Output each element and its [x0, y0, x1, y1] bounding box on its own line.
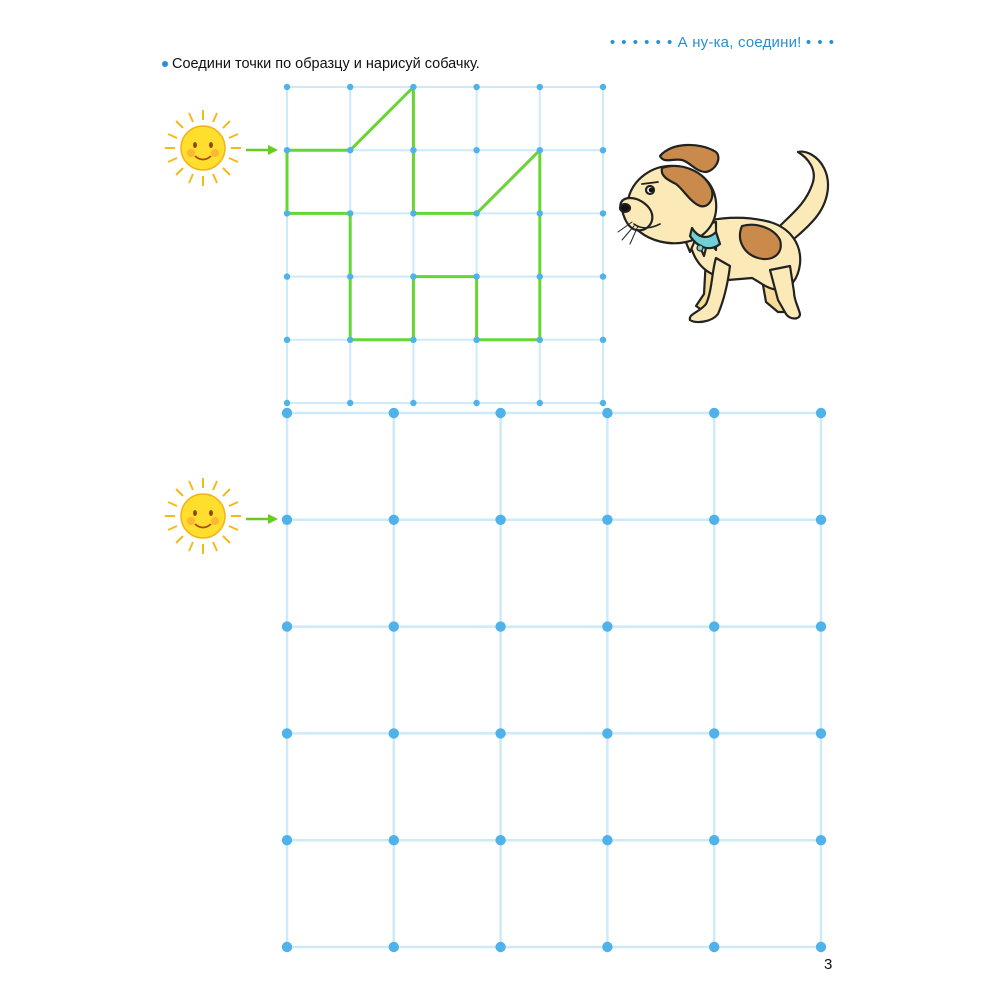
grid-dot [282, 408, 292, 418]
grid-dot [709, 942, 719, 952]
task-text: Соедини точки по образцу и нарисуй собачку. [172, 56, 480, 72]
grid-dot [389, 408, 399, 418]
grid-dot [600, 273, 606, 279]
grid-dot [347, 210, 353, 216]
dog-illustration [618, 145, 828, 322]
grid-dot [389, 835, 399, 845]
grid-dot [537, 273, 543, 279]
grid-dot [602, 621, 612, 631]
grid-dot [410, 147, 416, 153]
grid-dot [473, 273, 479, 279]
grid-dot [410, 273, 416, 279]
grid-dot [410, 400, 416, 406]
grid-dot [602, 728, 612, 738]
grid-dot [284, 337, 290, 343]
grid-dot [347, 147, 353, 153]
grid-dot [473, 147, 479, 153]
grid-dot [410, 210, 416, 216]
grid-dot [495, 942, 505, 952]
grid-dot [282, 942, 292, 952]
grid-dot [816, 408, 826, 418]
header-dots-right: • • • [805, 34, 835, 51]
grid-dot [284, 147, 290, 153]
grid-dot [816, 728, 826, 738]
grid-dot [410, 337, 416, 343]
grid-dot [600, 84, 606, 90]
grid-dot [284, 273, 290, 279]
arrow-right-icon [246, 145, 278, 155]
grid-dot [473, 337, 479, 343]
grid-dot [282, 835, 292, 845]
grid-dot [816, 942, 826, 952]
grid-dot [709, 515, 719, 525]
grid-dot [389, 621, 399, 631]
grid-dot [284, 210, 290, 216]
grid-dot [709, 728, 719, 738]
grid-dot [602, 835, 612, 845]
grid-dot [602, 942, 612, 952]
grid-dot [282, 621, 292, 631]
grid-dot [600, 210, 606, 216]
sun-icon [165, 110, 241, 186]
page-number: 3 [824, 956, 833, 973]
grid-dot [709, 835, 719, 845]
grid-dot [347, 400, 353, 406]
grid-dot [537, 84, 543, 90]
grid-dot [389, 515, 399, 525]
grid-dot [495, 621, 505, 631]
grid-dot [495, 728, 505, 738]
header-dots-left: • • • • • • [609, 34, 674, 51]
sample-dot-grid [284, 84, 606, 406]
grid-dot [537, 400, 543, 406]
grid-dot [347, 337, 353, 343]
grid-dot [347, 84, 353, 90]
grid-dot [473, 210, 479, 216]
grid-dot [495, 515, 505, 525]
grid-dot [600, 337, 606, 343]
grid-dot [537, 337, 543, 343]
grid-dot [284, 400, 290, 406]
grid-dot [816, 621, 826, 631]
grid-dot [602, 515, 612, 525]
grid-dot [389, 728, 399, 738]
grid-dot [600, 147, 606, 153]
grid-dot [816, 515, 826, 525]
grid-dot [282, 515, 292, 525]
grid-dot [602, 408, 612, 418]
grid-dot [347, 273, 353, 279]
grid-dot [495, 408, 505, 418]
grid-dot [537, 210, 543, 216]
grid-dot [600, 400, 606, 406]
grid-dot [537, 147, 543, 153]
grid-dot [495, 835, 505, 845]
grid-dot [284, 84, 290, 90]
grid-dot [709, 621, 719, 631]
grid-dot [410, 84, 416, 90]
grid-dot [389, 942, 399, 952]
answer-dot-grid[interactable] [282, 408, 826, 952]
grid-dot [282, 728, 292, 738]
arrow-right-icon [246, 514, 278, 524]
grid-dot [473, 84, 479, 90]
sun-icon [165, 478, 241, 554]
grid-dot [473, 400, 479, 406]
header-title: А ну-ка, соедини! [677, 34, 802, 51]
grid-dot [816, 835, 826, 845]
grid-dot [709, 408, 719, 418]
